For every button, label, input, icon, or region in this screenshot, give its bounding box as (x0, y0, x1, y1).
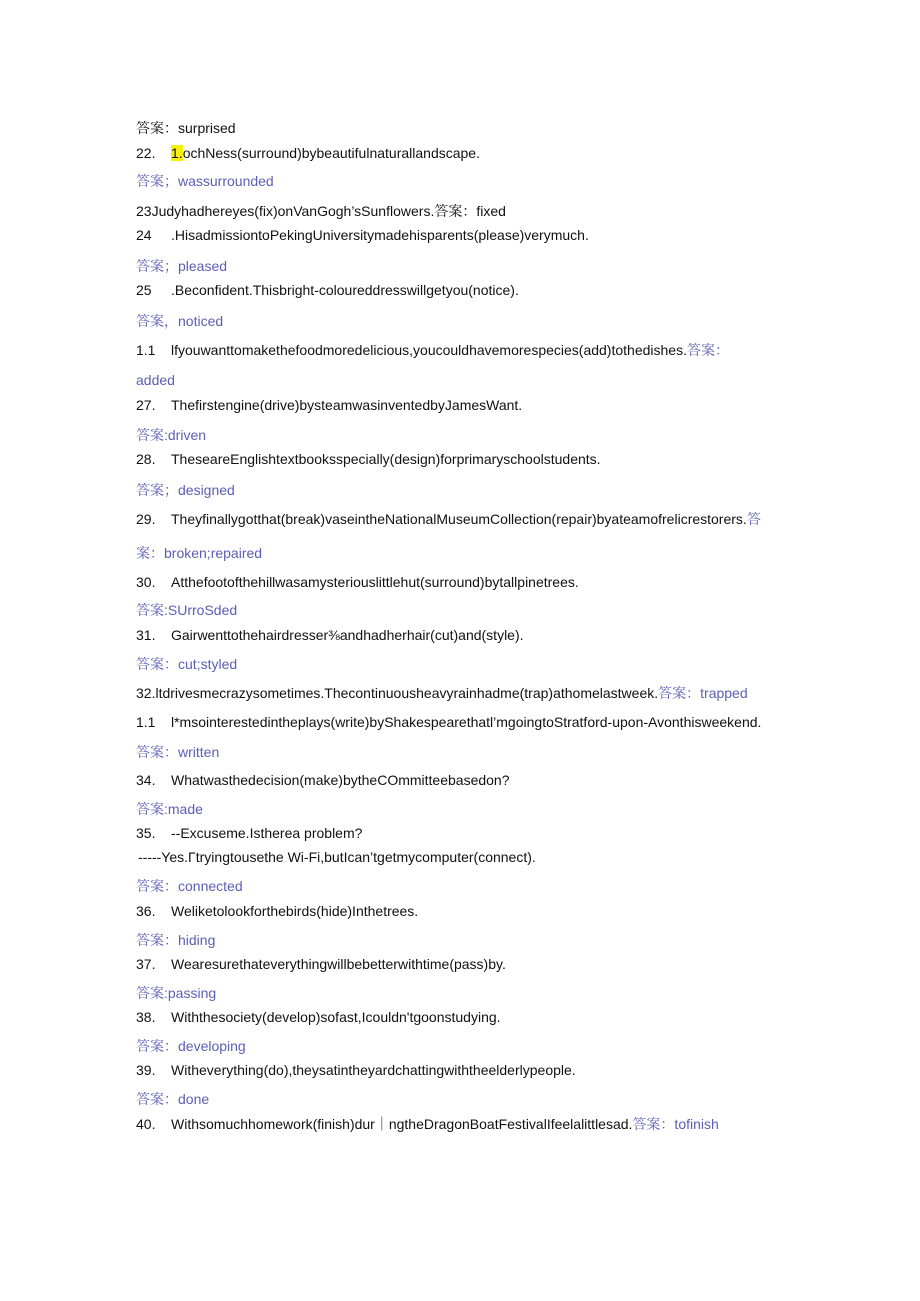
question-number: 39. (136, 1062, 156, 1078)
highlighted-text: 1. (171, 145, 183, 161)
question-37 (136, 955, 506, 973)
question-text: lfyouwanttomakethefoodmoredelicious,youcouldhavemorespecies(add)tothedishes. (171, 342, 687, 358)
question-31 (136, 626, 524, 644)
question-32 (136, 684, 748, 702)
question-number: 30. (136, 574, 156, 590)
question-39 (136, 1061, 576, 1079)
answer-label: 答案：tofinish (632, 1116, 719, 1132)
question-number: 1.1 (136, 714, 156, 730)
question-33 (136, 713, 761, 731)
question-number: 1.1 (136, 342, 156, 358)
answer-label: 答 (746, 511, 761, 527)
question-40 (136, 1115, 719, 1133)
question-number: 25 (136, 282, 152, 298)
answer-line-34: 答案:made (136, 801, 203, 817)
question-number: 24 (136, 227, 152, 243)
question-text: Withthesociety(develop)sofast,Icouldn'tgoonstudying. (171, 1009, 501, 1025)
question-29 (136, 510, 761, 528)
answer-line-29: 案：broken;repaired (136, 545, 263, 561)
answer-line-25: 答案，noticed (136, 313, 224, 329)
question-text: .Beconfident.Thisbright-coloureddresswillgetyou(notice). (171, 282, 519, 298)
question-text: --Excuseme.Istherea problem? (171, 825, 363, 841)
question-text: TheseareEnglishtextbooksspecially(design)forprimaryschoolstudents. (171, 451, 601, 467)
question-number: 28. (136, 451, 156, 467)
question-text: Atthefootofthehillwasamysteriouslittlehut(surround)bytallpinetrees. (171, 574, 579, 590)
question-25 (136, 281, 519, 299)
answer-line-30: 答案:SUrroSded (136, 602, 238, 618)
question-36 (136, 902, 418, 920)
answer-line-28: 答案；designed (136, 482, 235, 498)
question-38 (136, 1008, 501, 1026)
answer-line-26: added (136, 372, 175, 388)
answer-line-22: 答案；wassurrounded (136, 173, 274, 189)
question-28 (136, 450, 601, 468)
question-34 (136, 771, 510, 789)
question-text: Whatwasthedecision(make)bytheCOmmitteebasedon? (171, 772, 510, 788)
question-35 (136, 824, 362, 842)
answer-line-21: 答案：surprised (136, 120, 236, 136)
question-number: 38. (136, 1009, 156, 1025)
answer-line-36: 答案：hiding (136, 932, 216, 948)
question-number: 35. (136, 825, 156, 841)
question-number: 27. (136, 397, 156, 413)
question-number: 36. (136, 903, 156, 919)
answer-label: 答案： (686, 342, 729, 358)
answer-line-35: 答案：connected (136, 878, 243, 894)
question-35-reply: -----Yes.Γtryingtousethe Wi-Fi,butIcan’tgetmycomputer(connect). (138, 849, 536, 865)
question-23: 23Judyhadhereyes(fix)onVanGogh’sSunflowers.答案：fixed (136, 203, 506, 219)
question-text: .HisadmissiontoPekingUniversitymadehisparents(please)verymuch. (171, 227, 589, 243)
question-text: Wearesurethateverythingwillbebetterwithtime(pass)by. (171, 956, 506, 972)
question-number: 29. (136, 511, 156, 527)
answer-line-27: 答案:driven (136, 427, 207, 443)
question-text: Weliketolookforthebirds(hide)Inthetrees. (171, 903, 419, 919)
question-26 (136, 341, 729, 359)
question-text: Gairwenttothehairdresser⅜andhadherhair(cut)and(style). (171, 627, 524, 643)
answer-line-38: 答案：developing (136, 1038, 246, 1054)
answer-line-31: 答案：cut;styled (136, 656, 238, 672)
answer-line-39: 答案：done (136, 1091, 210, 1107)
question-text: 32.ltdrivesmecrazysometimes.Thecontinuousheavyrainhadme(trap)athomelastweek. (136, 685, 659, 701)
question-30 (136, 573, 579, 591)
answer-line-37: 答案:passing (136, 985, 217, 1001)
question-24 (136, 226, 589, 244)
question-number: 31. (136, 627, 156, 643)
question-22 (136, 144, 480, 162)
answer-line-33: 答案：written (136, 744, 220, 760)
question-text: Witheverything(do),theysatintheyardchattingwiththeelderlypeople. (171, 1062, 576, 1078)
question-number: 22. (136, 145, 156, 161)
question-text: Thefirstengine(drive)bysteamwasinventedbyJamesWant. (171, 397, 523, 413)
question-text: Theyfinallygotthat(break)vaseintheNationalMuseumCollection(repair)byateamofrelicrestorers. (171, 511, 747, 527)
question-number: 40. (136, 1116, 156, 1132)
question-number: 37. (136, 956, 156, 972)
answer-label: 答案：trapped (658, 685, 748, 701)
question-27 (136, 396, 522, 414)
question-text: ochNess(surround)bybeautifulnaturallandscape. (182, 145, 480, 161)
question-number: 34. (136, 772, 156, 788)
question-text: Withsomuchhomework(finish)dur｜ngtheDragonBoatFestivalIfeelalittlesad. (171, 1116, 633, 1132)
question-text: l*msointerestedintheplays(write)byShakespearethatl’mgoingtoStratford-upon-Avonthisweekend. (171, 714, 762, 730)
answer-line-24: 答案；pleased (136, 258, 228, 274)
